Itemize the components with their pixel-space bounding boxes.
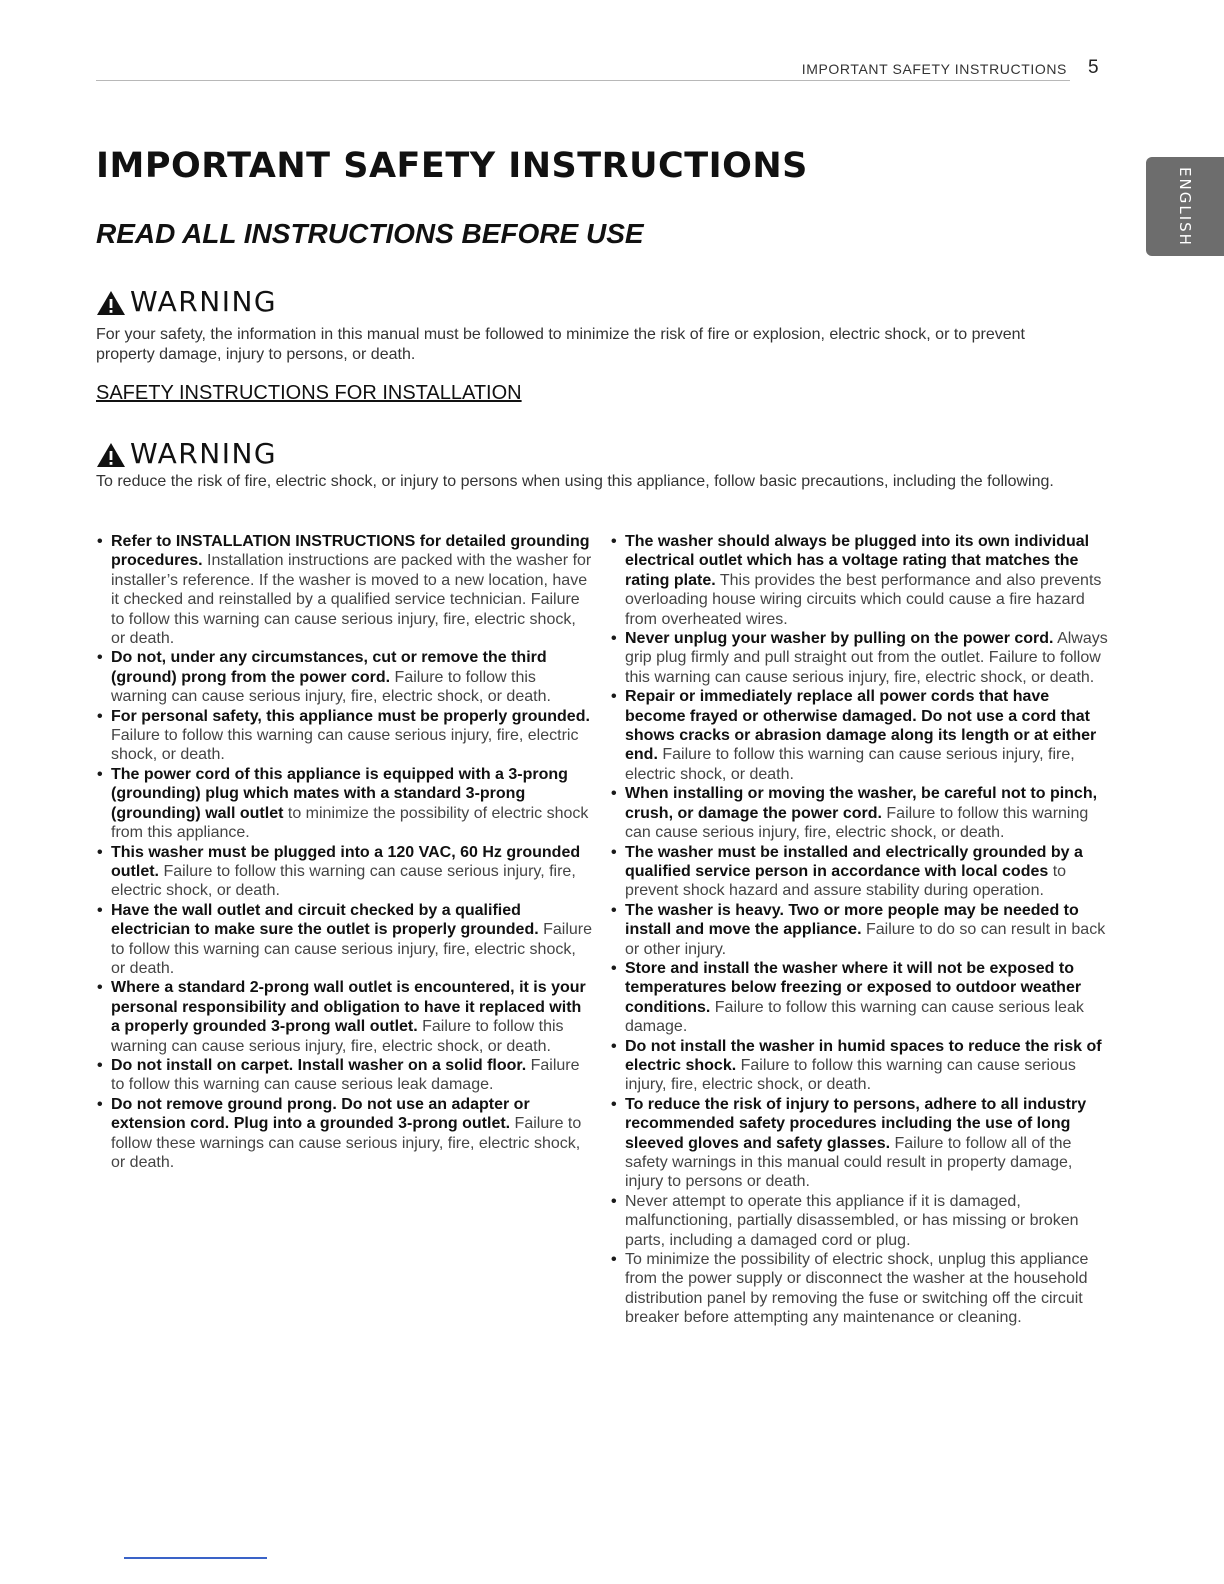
instruction-text: Failure to follow this warning can cause serious leak damage.: [625, 998, 1084, 1036]
running-header: IMPORTANT SAFETY INSTRUCTIONS: [801, 61, 1067, 77]
language-tab[interactable]: [1146, 157, 1224, 256]
safety-instruction-item: [97, 978, 592, 1056]
warning-triangle-icon: [96, 442, 126, 468]
left-bullet-list: [97, 532, 592, 1172]
safety-instruction-item: [97, 901, 592, 979]
page-subtitle: READ ALL INSTRUCTIONS BEFORE USE: [96, 218, 644, 249]
instruction-text: Never attempt to operate this appliance if it is damaged, malfunctioning, partially disassembled, or has missing or broken parts, including a damaged cord or plug.: [625, 1192, 1079, 1249]
instruction-text: Always grip plug firmly and pull straight out from the outlet. Failure to follow this warning can cause serious injury, fire, electric shock, or death.: [625, 630, 1108, 686]
safety-instruction-item: [97, 843, 592, 901]
safety-instruction-item: [97, 707, 592, 765]
safety-instruction-item: [611, 784, 1108, 842]
instruction-emphasis: Do not install on carpet. Install washer on a solid floor.: [111, 1056, 527, 1074]
instruction-text: Failure to follow this warning can cause serious injury, fire, electric shock, or death.: [111, 727, 579, 764]
language-tab-label: ENGLISH: [1176, 166, 1194, 247]
instruction-emphasis: When installing or moving the washer, be careful not to pinch, crush, or damage the power cord.: [625, 785, 1098, 822]
instruction-text: Failure to do so can result in back or other injury.: [625, 921, 1106, 958]
warning-text-2: To reduce the risk of fire, electric shock, or injury to persons when using this appliance, follow basic precautions, including the following.: [96, 473, 1054, 490]
warning-label-1: WARNING: [130, 285, 278, 318]
instruction-emphasis: Where a standard 2-prong wall outlet is encountered, it is your personal responsibility and obligation to have it replaced with a properly grounded 3-prong wall outlet.: [111, 979, 586, 1036]
page-title: IMPORTANT SAFETY INSTRUCTIONS: [96, 146, 808, 186]
safety-instruction-item: [611, 1037, 1108, 1095]
instruction-emphasis: Repair or immediately replace all power cords that have become frayed or otherwise damaged. Do not use a cord that shows cracks or abrasion damage along its length or at either end.: [625, 688, 1097, 764]
instruction-emphasis: Have the wall outlet and circuit checked by a qualified electrician to make sure the outlet is properly grounded.: [111, 901, 539, 939]
warning-heading-2: [96, 437, 277, 470]
safety-instruction-item: [97, 1056, 592, 1095]
warning-triangle-icon: [96, 290, 126, 316]
instruction-text: Installation instructions are packed with the washer for installer’s reference. If the washer is moved to a new location, have it checked and reinstalled by a qualified service technician. Failure to follow this warning can cause serious injury, fire, electric shock, or death.: [111, 552, 592, 648]
instruction-emphasis: For personal safety, this appliance must be properly grounded.: [111, 707, 590, 725]
warning-text-1: For your safety, the information in this manual must be followed to minimize the risk of fire or explosion, electric shock, or to prevent property damage, injury to persons, or death.: [96, 326, 1025, 363]
instruction-text: Failure to follow this warning can cause serious injury, fire, electric shock, or death.: [111, 1018, 564, 1055]
instruction-text: to prevent shock hazard and assure stability during operation.: [625, 862, 1067, 900]
warning-label-2: WARNING: [130, 437, 278, 470]
footer-link-line: [124, 1557, 267, 1559]
safety-instruction-item: [97, 1095, 592, 1173]
safety-instruction-item: [611, 532, 1108, 629]
safety-instruction-item: [611, 629, 1108, 687]
safety-instruction-item: [611, 1250, 1108, 1328]
instruction-emphasis: Store and install the washer where it will not be exposed to temperatures below freezing or exposed to outdoor weather conditions.: [625, 959, 1082, 1016]
instruction-text: Failure to follow this warning can cause serious injury, fire, electric shock, or death.: [111, 668, 551, 706]
page-number: 5: [1088, 57, 1099, 78]
instruction-emphasis: Refer to INSTALLATION INSTRUCTIONS for detailed grounding procedures.: [111, 533, 590, 570]
instruction-text: Failure to follow this warning can cause serious leak damage.: [111, 1056, 580, 1094]
safety-instruction-item: [611, 687, 1108, 784]
header-rule: [96, 80, 1070, 81]
safety-instruction-item: [611, 1192, 1108, 1250]
right-bullet-list: [611, 532, 1108, 1328]
instruction-text: to minimize the possibility of electric shock from this appliance.: [111, 804, 589, 842]
safety-instruction-item: [611, 1095, 1108, 1192]
warning-heading-1: [96, 285, 277, 318]
instruction-emphasis: The washer should always be plugged into its own individual electrical outlet which has a voltage rating that matches the rating plate.: [625, 533, 1090, 589]
instruction-text: Failure to follow this warning can cause serious injury, fire, electric shock, or death.: [625, 1056, 1076, 1094]
instruction-text: Failure to follow all of the safety warnings in this manual could result in property damage, injury to persons or death.: [625, 1134, 1073, 1191]
instruction-emphasis: The power cord of this appliance is equipped with a 3-prong (grounding) plug which mates with a standard 3-prong (grounding) wall outlet: [111, 765, 568, 822]
instruction-emphasis: The washer must be installed and electrically grounded by a qualified service person in accordance with local codes: [625, 843, 1083, 880]
instruction-emphasis: The washer is heavy. Two or more people may be needed to install and move the appliance.: [625, 901, 1079, 939]
safety-instruction-item: [611, 843, 1108, 901]
section-heading: SAFETY INSTRUCTIONS FOR INSTALLATION: [96, 382, 522, 404]
instruction-emphasis: To reduce the risk of injury to persons, adhere to all industry recommended safety procedures including the use of long sleeved gloves and safety glasses.: [625, 1095, 1087, 1152]
instruction-text: Failure to follow this warning can cause serious injury, fire, electric shock, or death.: [625, 746, 1075, 783]
instruction-text: Failure to follow this warning can cause serious injury, fire, electric shock, or death.: [111, 862, 576, 900]
safety-instruction-item: [611, 901, 1108, 959]
instruction-emphasis: This washer must be plugged into a 120 VAC, 60 Hz grounded outlet.: [111, 843, 581, 880]
instruction-emphasis: Do not, under any circumstances, cut or remove the third (ground) prong from the power cord.: [111, 649, 547, 686]
instruction-text: To minimize the possibility of electric shock, unplug this appliance from the power supply or disconnect the washer at the household distribution panel by removing the fuse or switching off the circuit breaker before attempting any maintenance or cleaning.: [625, 1251, 1089, 1327]
instruction-text: Failure to follow these warnings can cause serious injury, fire, electric shock, or death.: [111, 1115, 582, 1171]
safety-instruction-item: [97, 648, 592, 706]
instruction-text: Failure to follow this warning can cause serious injury, fire, electric shock, or death.: [625, 804, 1089, 842]
instruction-text: Failure to follow this warning can cause serious injury, fire, electric shock, or death.: [111, 921, 593, 977]
safety-instruction-item: [97, 532, 592, 648]
instruction-emphasis: Never unplug your washer by pulling on the power cord.: [625, 630, 1054, 648]
instruction-text: This provides the best performance and also prevents overloading house wiring circuits which could cause a fire hazard from overheated wires.: [625, 571, 1102, 628]
instruction-emphasis: Do not install the washer in humid spaces to reduce the risk of electric shock.: [625, 1037, 1102, 1074]
safety-instruction-item: [611, 959, 1108, 1037]
instruction-emphasis: Do not remove ground prong. Do not use an adapter or extension cord. Plug into a grounded 3-prong outlet.: [111, 1095, 530, 1133]
safety-instruction-item: [97, 765, 592, 843]
